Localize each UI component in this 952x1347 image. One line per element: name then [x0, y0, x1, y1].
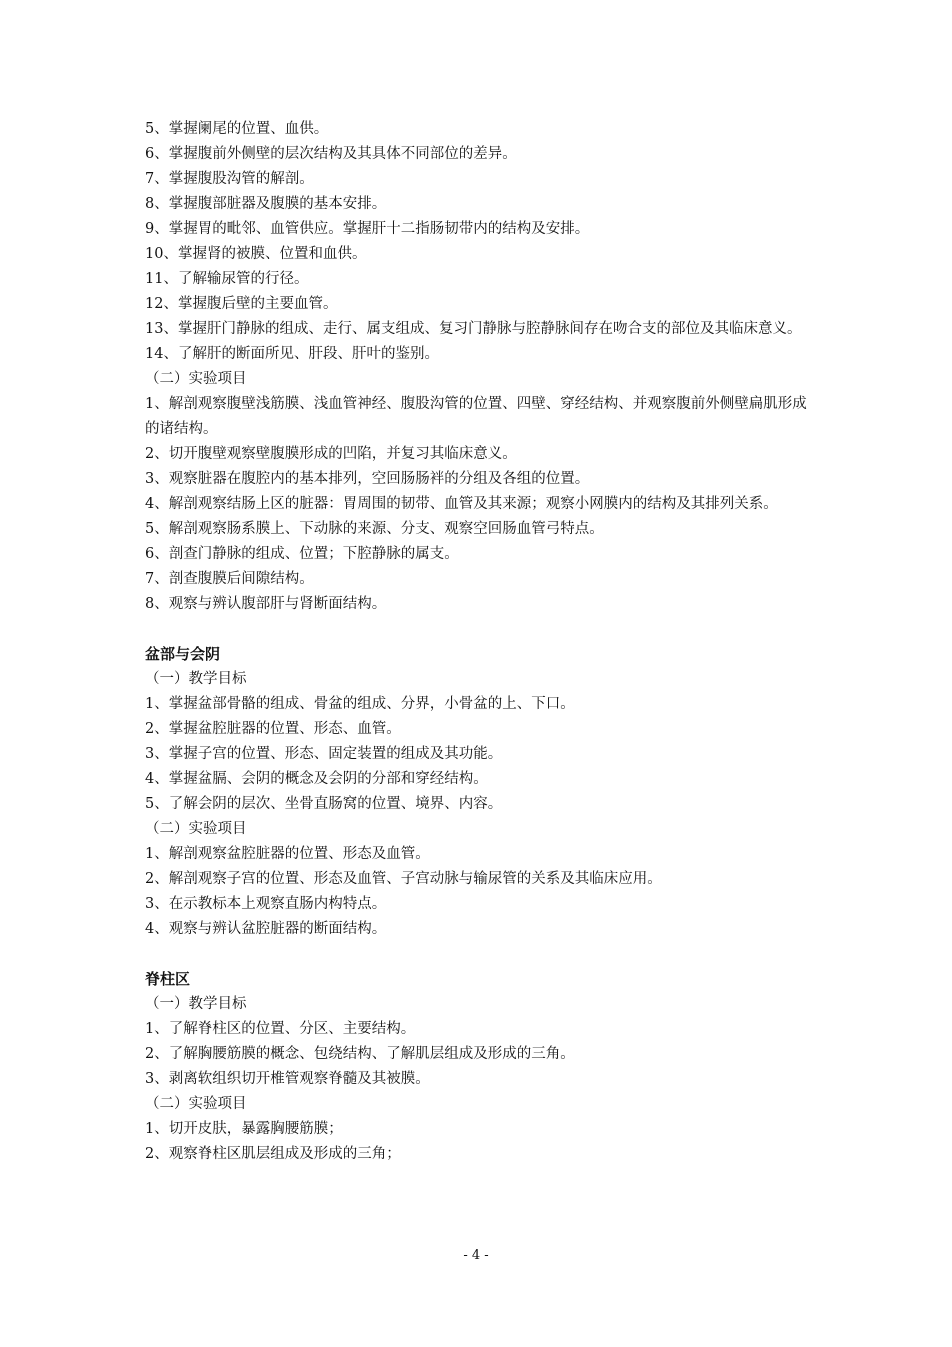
list-item: 2、观察脊柱区肌层组成及形成的三角；	[145, 1146, 401, 1162]
list-item: 6、掌握腹前外侧壁的层次结构及其具体不同部位的差异。	[145, 146, 517, 162]
pelvis-goals-list	[145, 692, 813, 817]
list-item: 11、了解输尿管的行径。	[145, 271, 309, 287]
list-item: 2、掌握盆腔脏器的位置、形态、血管。	[145, 721, 401, 737]
list-item: 3、在示教标本上观察直肠内构特点。	[145, 896, 387, 912]
list-item: 2、解剖观察子宫的位置、形态及血管、子宫动脉与输尿管的关系及其临床应用。	[145, 871, 662, 887]
list-item: 1、掌握盆部骨骼的组成、骨盆的组成、分界，小骨盆的上、下口。	[145, 696, 575, 712]
section-spacer	[145, 942, 813, 967]
abdomen-experiments-label: （二）实验项目	[145, 371, 247, 387]
list-item: 7、掌握腹股沟管的解剖。	[145, 171, 314, 187]
pelvis-experiments-label: （二）实验项目	[145, 821, 247, 837]
spine-experiments-list	[145, 1117, 813, 1167]
list-item: 3、剥离软组织切开椎管观察脊髓及其被膜。	[145, 1071, 430, 1087]
list-item: 1、解剖观察盆腔脏器的位置、形态及血管。	[145, 846, 430, 862]
list-item: 12、掌握腹后壁的主要血管。	[145, 296, 338, 312]
pelvis-experiments-list	[145, 842, 813, 942]
spine-goals-list	[145, 1017, 813, 1092]
list-item: 4、解剖观察结肠上区的脏器：胃周围的韧带、血管及其来源；观察小网膜内的结构及其排列关系。	[145, 496, 778, 512]
list-item: 8、观察与辨认腹部肝与肾断面结构。	[145, 596, 387, 612]
abdomen-experiments-list	[145, 392, 813, 617]
list-item: 9、掌握胃的毗邻、血管供应。掌握肝十二指肠韧带内的结构及安排。	[145, 221, 590, 237]
list-item: 7、剖查腹膜后间隙结构。	[145, 571, 314, 587]
list-item: 5、解剖观察肠系膜上、下动脉的来源、分支、观察空回肠血管弓特点。	[145, 521, 604, 537]
list-item: 13、掌握肝门静脉的组成、走行、属支组成、复习门静脉与腔静脉间存在吻合支的部位及其临床意义。	[145, 321, 802, 337]
list-item: 8、掌握腹部脏器及腹膜的基本安排。	[145, 196, 387, 212]
list-item: 1、切开皮肤，暴露胸腰筋膜；	[145, 1121, 343, 1137]
spine-section-title: 脊柱区	[145, 970, 191, 988]
page-content	[145, 117, 813, 1167]
list-item: 4、观察与辨认盆腔脏器的断面结构。	[145, 921, 387, 937]
list-item: 10、掌握肾的被膜、位置和血供。	[145, 246, 367, 262]
spine-experiments-label: （二）实验项目	[145, 1096, 247, 1112]
list-item: 1、解剖观察腹壁浅筋膜、浅血管神经、腹股沟管的位置、四壁、穿经结构、并观察腹前外侧壁扁肌形成的诸结构。	[145, 396, 807, 437]
abdomen-goals-list	[145, 117, 813, 367]
pelvis-section-title: 盆部与会阴	[145, 645, 221, 663]
section-spacer	[145, 617, 813, 642]
list-item: 6、剖查门静脉的组成、位置；下腔静脉的属支。	[145, 546, 459, 562]
pelvis-goals-label: （一）教学目标	[145, 671, 247, 687]
list-item: 3、掌握子宫的位置、形态、固定装置的组成及其功能。	[145, 746, 503, 762]
list-item: 5、掌握阑尾的位置、血供。	[145, 121, 329, 137]
page-number: - 4 -	[463, 1248, 489, 1263]
list-item: 1、了解脊柱区的位置、分区、主要结构。	[145, 1021, 416, 1037]
list-item: 5、了解会阴的层次、坐骨直肠窝的位置、境界、内容。	[145, 796, 503, 812]
list-item: 4、掌握盆膈、会阴的概念及会阴的分部和穿经结构。	[145, 771, 488, 787]
list-item: 14、了解肝的断面所见、肝段、肝叶的鉴别。	[145, 346, 439, 362]
spine-goals-label: （一）教学目标	[145, 996, 247, 1012]
list-item: 2、切开腹壁观察壁腹膜形成的凹陷，并复习其临床意义。	[145, 446, 517, 462]
list-item: 2、了解胸腰筋膜的概念、包绕结构、了解肌层组成及形成的三角。	[145, 1046, 575, 1062]
list-item: 3、观察脏器在腹腔内的基本排列，空回肠肠袢的分组及各组的位置。	[145, 471, 590, 487]
